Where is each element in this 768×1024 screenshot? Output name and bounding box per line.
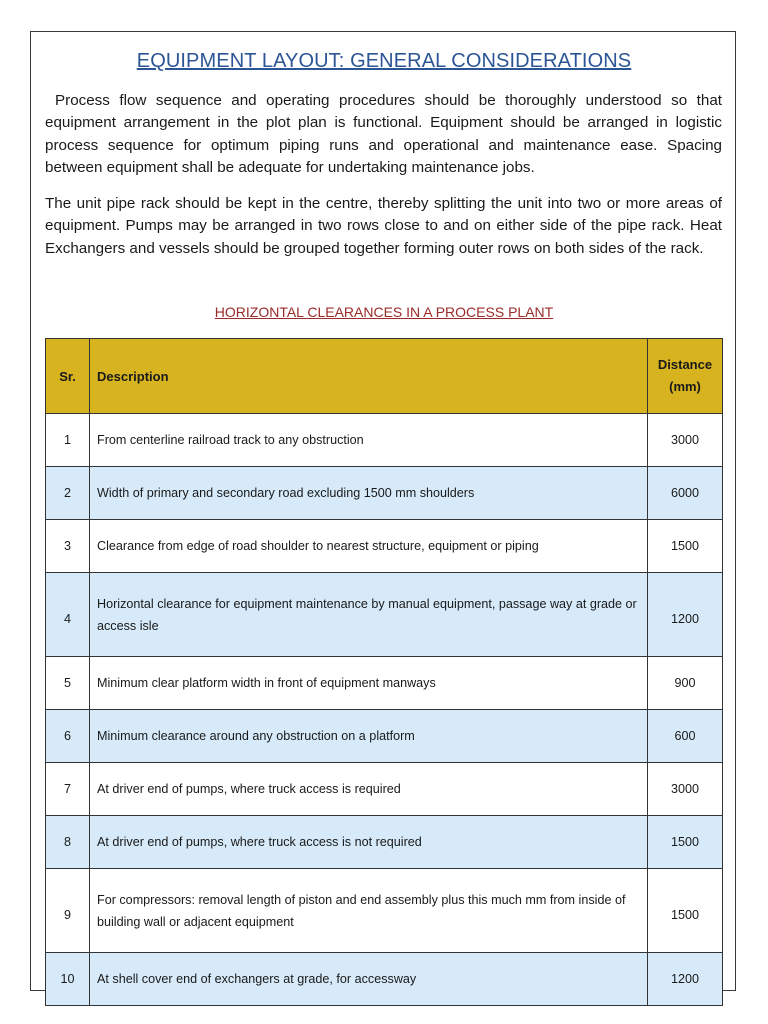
row-sr: 5	[46, 657, 90, 710]
row-distance: 1500	[648, 816, 723, 869]
row-sr: 2	[46, 467, 90, 520]
paragraph-process-flow: Process flow sequence and operating procedures should be thoroughly understood so that equipment arrangement in the plot plan is functional. Equipment should be arranged in logistic process sequence for optimum piping runs and operational and maintenance ease. Spacing between equipment shall be adequate for undertaking maintenance jobs.	[45, 92, 722, 177]
table-header-row	[46, 339, 723, 414]
row-description: Minimum clearance around any obstruction on a platform	[90, 710, 648, 763]
table-row	[46, 816, 723, 869]
row-sr: 1	[46, 414, 90, 467]
header-sr: Sr.	[46, 339, 90, 414]
clearances-table	[45, 338, 723, 1006]
paragraph-pipe-rack: The unit pipe rack should be kept in the centre, thereby splitting the unit into two or more areas of equipment. Pumps may be arranged in two rows close to and on either side of the pipe rack. Heat Exchangers and vessels should be grouped together forming outer rows on both sides of the rack.	[45, 195, 722, 257]
row-description: Clearance from edge of road shoulder to nearest structure, equipment or piping	[90, 520, 648, 573]
row-description: At shell cover end of exchangers at grade, for accessway	[90, 953, 648, 1006]
header-distance: Distance (mm)	[648, 339, 723, 414]
row-description: For compressors: removal length of piston and end assembly plus this much mm from inside of building wall or adjacent equipment	[90, 869, 648, 953]
row-sr: 4	[46, 573, 90, 657]
table-row	[46, 953, 723, 1006]
row-distance: 600	[648, 710, 723, 763]
table-row	[46, 414, 723, 467]
table-row	[46, 657, 723, 710]
row-description: At driver end of pumps, where truck access is required	[90, 763, 648, 816]
table-row	[46, 710, 723, 763]
row-description: From centerline railroad track to any obstruction	[90, 414, 648, 467]
row-distance: 1500	[648, 869, 723, 953]
row-sr: 9	[46, 869, 90, 953]
row-description: Horizontal clearance for equipment maintenance by manual equipment, passage way at grade or access isle	[90, 573, 648, 657]
row-distance: 3000	[648, 414, 723, 467]
document-title: EQUIPMENT LAYOUT: GENERAL CONSIDERATIONS	[136, 50, 632, 72]
header-description: Description	[90, 339, 648, 414]
row-distance: 1500	[648, 520, 723, 573]
table-title: HORIZONTAL CLEARANCES IN A PROCESS PLANT	[214, 304, 554, 320]
row-sr: 7	[46, 763, 90, 816]
row-distance: 1200	[648, 953, 723, 1006]
row-sr: 6	[46, 710, 90, 763]
row-distance: 6000	[648, 467, 723, 520]
table-row	[46, 763, 723, 816]
row-distance: 3000	[648, 763, 723, 816]
table-row	[46, 869, 723, 953]
row-description: At driver end of pumps, where truck access is not required	[90, 816, 648, 869]
row-distance: 900	[648, 657, 723, 710]
row-sr: 10	[46, 953, 90, 1006]
row-distance: 1200	[648, 573, 723, 657]
row-description: Minimum clear platform width in front of equipment manways	[90, 657, 648, 710]
row-sr: 3	[46, 520, 90, 573]
row-sr: 8	[46, 816, 90, 869]
row-description: Width of primary and secondary road excluding 1500 mm shoulders	[90, 467, 648, 520]
table-row	[46, 573, 723, 657]
table-row	[46, 467, 723, 520]
table-row	[46, 520, 723, 573]
